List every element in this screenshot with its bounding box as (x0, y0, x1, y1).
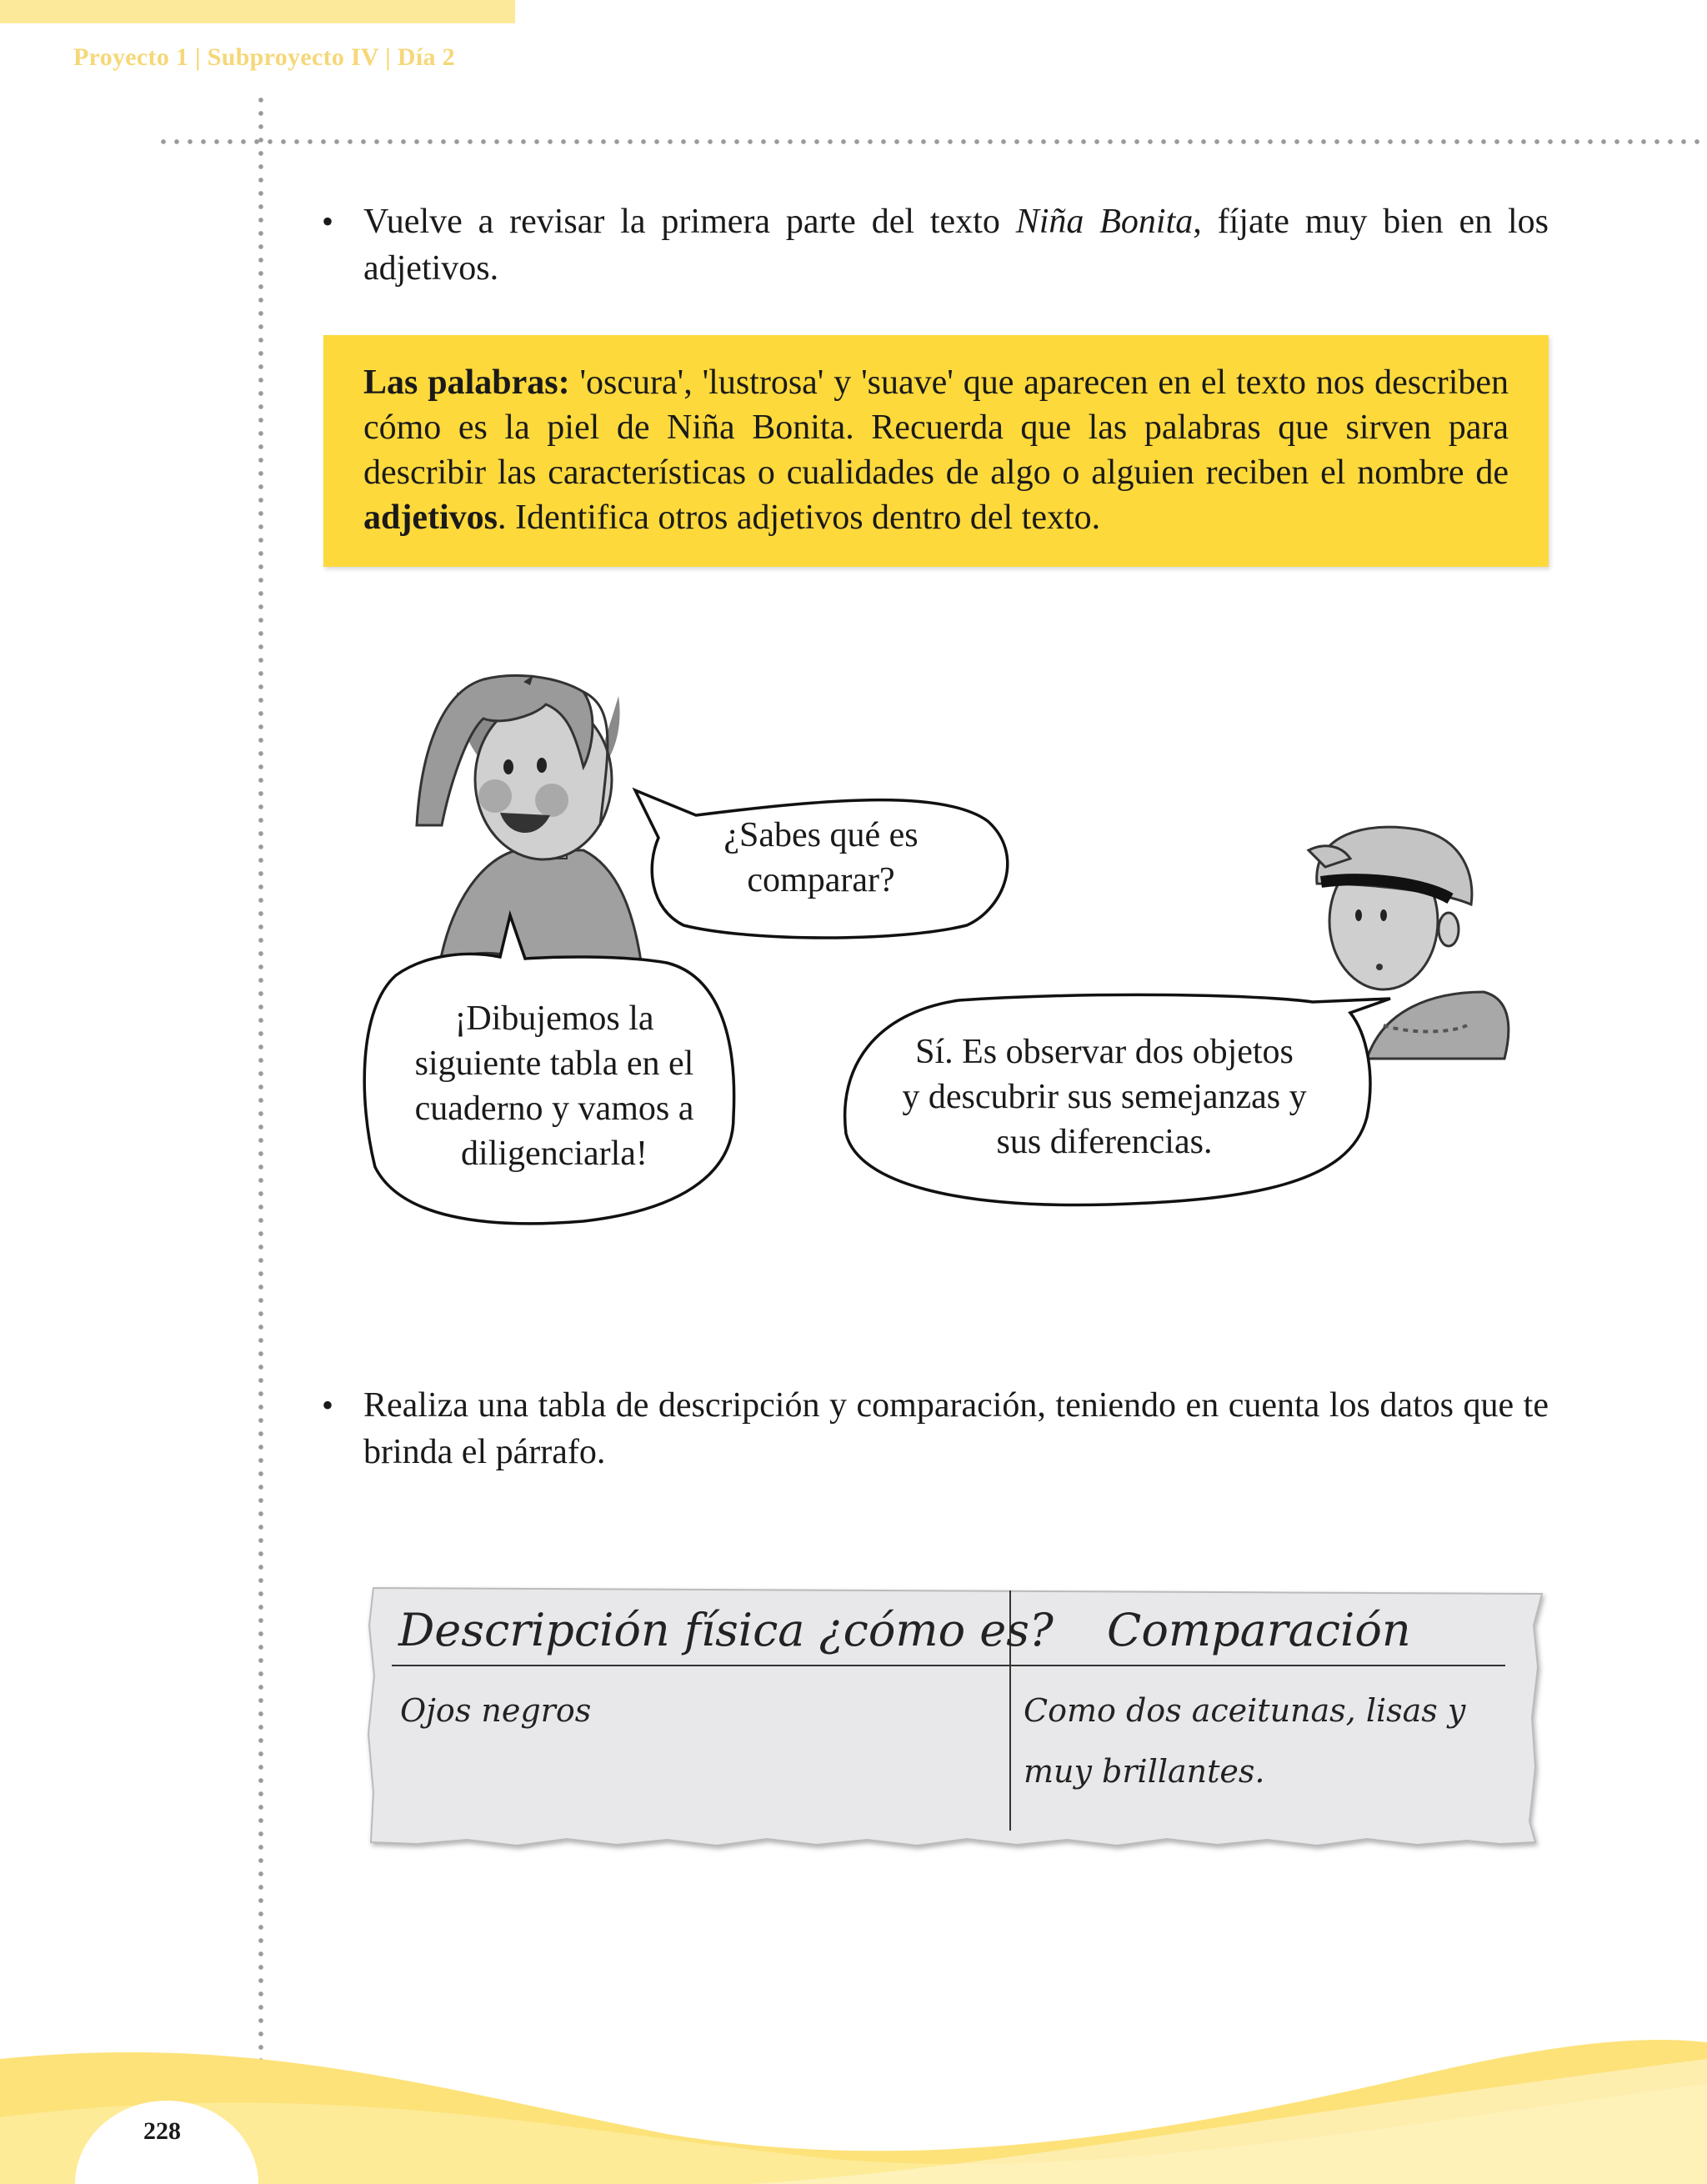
table-cell-comparison-line-2: muy brillantes. (1024, 1753, 1265, 1790)
definition-lead: Las palabras: (363, 363, 570, 402)
table-header-description: Descripción física ¿cómo es? (398, 1604, 1054, 1656)
girl-bubble-text: ¡Dibujemos la siguiente tabla en el cuaderno y vamos a diligenciarla! (414, 999, 694, 1173)
question-bubble-text: ¿Sabes qué es comparar? (723, 816, 919, 899)
page-number: 228 (143, 2117, 181, 2145)
bullet-icon: • (322, 1386, 334, 1424)
page-header: Proyecto 1 | Subproyecto IV | Día 2 (73, 43, 455, 71)
bullet-icon: • (322, 203, 334, 240)
instruction-2-text: Realiza una tabla de descripción y comparación, teniendo en cuenta los datos que te brinda el párrafo. (363, 1386, 1549, 1471)
table-cell-comparison-line-1: Como dos aceitunas, lisas y (1024, 1692, 1466, 1729)
instruction-1-text: Vuelve a revisar la primera parte del texto Niña Bonita, fíjate muy bien en los adjetivos. (363, 203, 1549, 288)
definition-keyword: adjetivos (363, 498, 498, 537)
boy-bubble-text: Sí. Es observar dos objetos y descubrir sus semejanzas y sus diferencias. (902, 1033, 1307, 1161)
table-header-comparison: Comparación (1107, 1604, 1411, 1656)
table-cell-description: Ojos negros (400, 1692, 592, 1729)
definition-box: Las palabras: 'oscura', 'lustrosa' y 'suave' que aparecen en el texto nos describen cómo es la piel de Niña Bonita. Recuerda que las palabras que sirven para describir las características o cualidades de algo o alguien reciben el nombre de adjetivos. Identifica otros adjetivos dentro del texto. (323, 335, 1549, 567)
book-title: Niña Bonita (1015, 203, 1194, 241)
